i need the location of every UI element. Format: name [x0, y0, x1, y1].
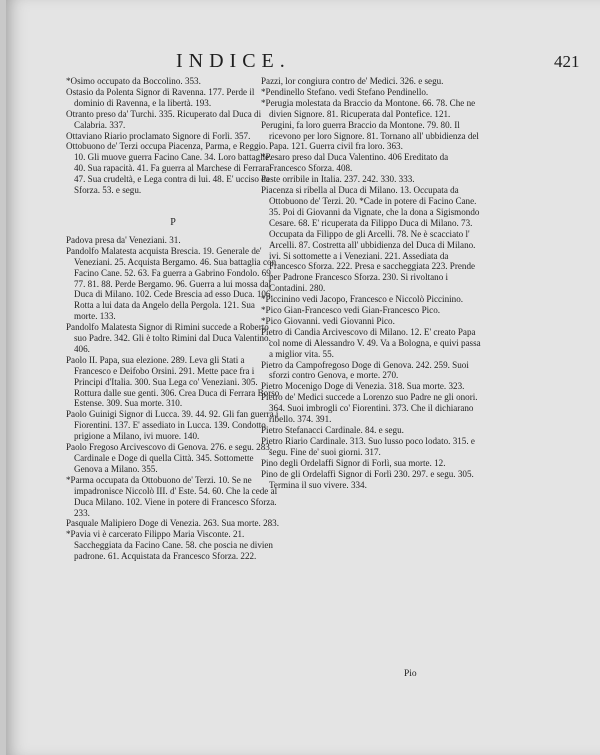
index-entry: Pazzi, lor congiura contro de' Medici. 326. e segu.	[261, 76, 444, 86]
index-entry: Pino de gli Ordelaffi Signor di Forlì 230. 297. e segu. 305. Termina il suo vivere. 334.	[261, 468, 474, 490]
index-entry: Pietro di Candia Arcivescovo di Milano. 12. E' creato Papa col nome di Alessandro V. 49. Va a Bologna, e quivi passa a miglior vita. 55.	[261, 326, 481, 359]
index-entry: *Pavia vi è carcerato Filippo Maria Visconte. 21. Saccheggiata da Facino Cane. 58. che poscia ne divien padrone. 61. Acquistata da Francesco Sforza. 222.	[66, 529, 273, 562]
index-entry: Pandolfo Malatesta acquista Brescia. 19. Generale de' Veneziani. 25. Acquista Bergamo. 46. Sua battaglia con Facino Cane. 52. 63. Fa guerra a Gabrino Fondolo. 69. 77. 81. 88. Perde Bergamo. 96. Guerra a lui mossa dal Duca di Milano. 102. Cede Brescia ad esso Duca. 106. Rotta a lui data da Angelo della Pergola. 121. Sua morte. 133.	[66, 245, 277, 322]
index-entry: Padova presa da' Veneziani. 31.	[66, 234, 181, 245]
index-entry: *Pico Gian-Francesco vedi Gian-Francesco Pico.	[261, 305, 441, 316]
index-entry: Paolo II. Papa, sua elezione. 289. Leva gli Stati a Francesco e Deifobo Orsini. 291. Mette pace fra i Principi d'Italia. 300. Sua Lega co' Veneziani. 305. Rottura dalle sue genti. 306. Crea Duca di Ferrara Borso Estense. 309. Sua morte. 310.	[66, 354, 280, 409]
page-number: 421	[554, 52, 580, 71]
index-entry: Pietro Riario Cardinale. 313. Suo lusso poco lodato. 315. e segu. Fine de' suoi giorni. 317.	[261, 435, 475, 457]
index-entry: Otranto preso da' Turchi. 335. Ricuperato dal Duca di Calabria. 337.	[66, 108, 262, 130]
right-column	[261, 76, 483, 490]
index-entry: *Perugia molestata da Braccio da Montone. 66. 78. Che ne divien Signore. 81. Ricuperata dal Pontefice. 121.	[261, 97, 476, 119]
index-entry: *Pesaro preso dal Duca Valentino. 406 Ereditato da Francesco Sforza. 408.	[261, 152, 449, 174]
index-entry: Piacenza si ribella al Duca di Milano. 13. Occupata da Ottobuono de' Terzi. 20. *Cade in potere di Facino Cane. 35. Poi di Giovanni da Vignate, che la dona a Sigismondo Cesare. 68. E' ricuperata da Filippo Duca di Milano. 73. Occupata da Filippo de gli Arcelli. 78. Ne è scacciato l' Arcelli. 87. Costretta all' ubbidienza del Duca di Milano. ivi. Si sottomette a i Veneziani. 221. Assediata da Francesco Sforza. 222. Presa e saccheggiata 223. Prende per Padrone Francesco Sforza. 230. Si rivoltano i Contadini. 280.	[261, 185, 480, 294]
index-entry: *Piccinino vedi Jacopo, Francesco e Niccolò Piccinino.	[261, 294, 464, 305]
index-entry: Pasquale Malipiero Doge di Venezia. 263. Sua morte. 283.	[66, 518, 279, 529]
index-entry: Paolo Fregoso Arcivescovo di Genova. 276. e segu. 283. Cardinale e Doge di quella Città. 345. Sottomette Genova a Milano. 355.	[66, 442, 273, 474]
index-entry: Ottobuono de' Terzi occupa Piacenza, Parma, e Reggio. 10. Gli muove guerra Facino Cane. 34. Loro battaglie. 40. Sua rapacità. 41. Fa guerra al Marchese di Ferrara. 47. Sua crudeltà, e Lega contra di lui. 48. E' ucciso da Sforza. 53. e segu.	[66, 141, 272, 196]
index-entry: Ottaviano Riario proclamato Signore di Forlì. 357.	[66, 130, 251, 141]
index-entry: *Pendinello Stefano. vedi Stefano Pendinello.	[261, 86, 429, 97]
index-entry: Pietro Mocenigo Doge di Venezia. 318. Sua morte. 323.	[261, 381, 465, 392]
index-entry: Ostasio da Polenta Signor di Ravenna. 177. Perde il dominio di Ravenna, e la libertà. 193.	[66, 86, 255, 108]
index-entry: *Parma occupata da Ottobuono de' Terzi. 10. Se ne impadronisce Niccolò III. d' Este. 54. 60. Che la cede al Duca Milano. 102. Viene in potere di Francesco Sforza. 233.	[66, 474, 278, 518]
index-entry: Pietro Stefanacci Cardinale. 84. e segu.	[261, 425, 404, 435]
page-title: INDICE.	[176, 50, 291, 72]
index-entry: Pietro de' Medici succede a Lorenzo suo Padre ne gli onori. 364. Suoi imbrogli co' Fiorentini. 373. Che il dichiarano ribello. 374. 391.	[261, 392, 478, 425]
section-letter: P	[170, 216, 176, 228]
index-entry: Perugini, fa loro guerra Braccio da Montone. 79. 80. Il ricevono per loro Signore. 81. Tornano all' ubbidienza del Papa. 121. Guerra civil fra loro. 363.	[261, 119, 479, 152]
index-entry: Pandolfo Malatesta Signor di Rimini succede a Roberto suo Padre. 342. Gli è tolto Rimini dal Duca Valentino. 406.	[66, 322, 271, 354]
index-entry: *Pico Giovanni. vedi Giovanni Pico.	[261, 315, 395, 326]
index-entry: Paolo Guinigi Signor di Lucca. 39. 44. 92. Gli fan guerra i Fiorentini. 137. E' assediato in Lucca. 139. Condotto prigione a Milano, ivi muore. 140.	[66, 409, 279, 442]
catchword: Pio	[404, 669, 417, 679]
index-entry: Peste orribile in Italia. 237. 242. 330. 333.	[261, 174, 415, 185]
left-column	[66, 76, 280, 562]
index-entry: Pino degli Ordelaffi Signor di Forlì, sua morte. 12.	[261, 457, 446, 468]
book-page	[6, 0, 600, 755]
index-entry: Pietro da Campofregoso Doge di Genova. 242. 259. Suoi sforzi contro Genova, e morte. 270.	[261, 359, 469, 381]
index-entry: *Osimo occupato da Boccolino. 353.	[66, 76, 201, 86]
